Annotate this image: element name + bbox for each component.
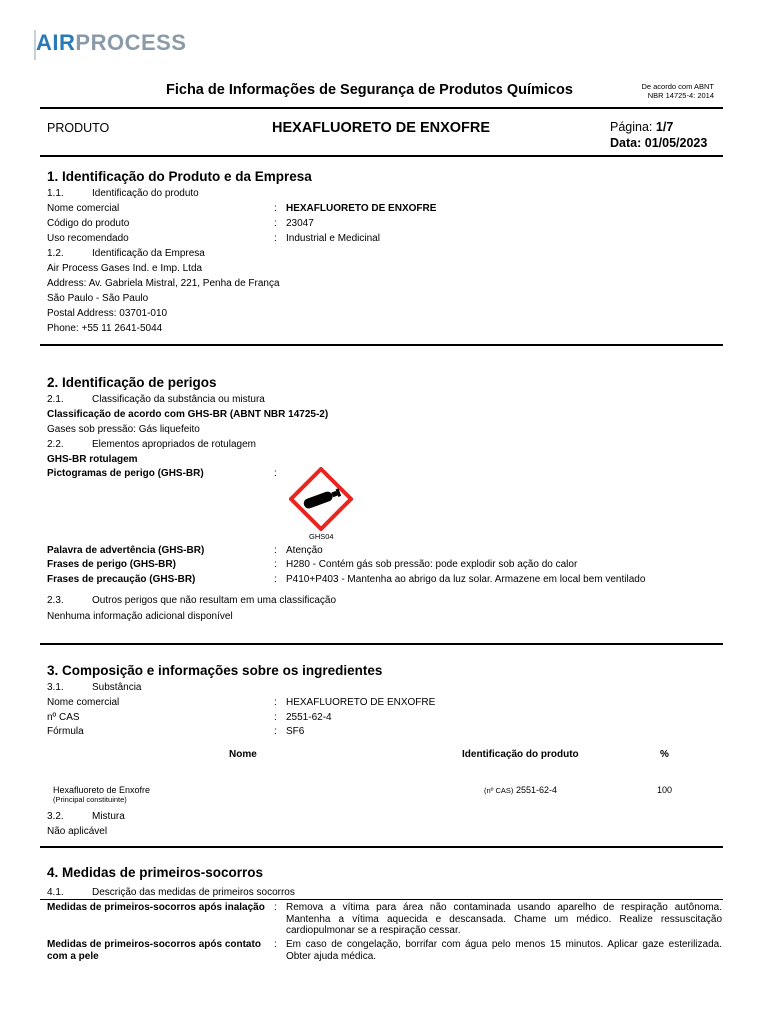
field-value: HEXAFLUORETO DE ENXOFRE xyxy=(286,697,436,708)
field-colon: : xyxy=(274,218,277,229)
precaution-statement-value: P410+P403 - Mantenha ao abrigo da luz solar. Armazene em local bem ventilado xyxy=(286,574,646,585)
document-title: Ficha de Informações de Segurança de Produtos Químicos xyxy=(166,82,573,98)
classification-title: Classificação de acordo com GHS-BR (ABNT NBR 14725-2) xyxy=(47,409,329,420)
subsection-title: Identificação do produto xyxy=(92,188,199,199)
pictogram-caption: GHS04 xyxy=(309,532,334,541)
table-header-percent: % xyxy=(660,749,669,760)
subsection-number: 3.1. xyxy=(47,682,64,693)
product-label: PRODUTO xyxy=(47,121,110,135)
header-rule xyxy=(40,107,723,109)
section-3-rule xyxy=(40,846,723,848)
skin-contact-label: Medidas de primeiros-socorros após contato com a pele xyxy=(47,939,261,962)
table-cell-name: Hexafluoreto de Enxofre xyxy=(53,785,151,795)
page-value: 1/7 xyxy=(655,120,674,134)
field-colon: : xyxy=(274,697,277,708)
subsection-number: 2.3. xyxy=(47,595,64,606)
product-rule xyxy=(40,155,723,157)
field-value: 2551-62-4 xyxy=(286,712,332,723)
section-1-rule xyxy=(40,344,723,346)
field-colon: : xyxy=(274,233,277,244)
norm-reference xyxy=(620,82,714,100)
field-colon: : xyxy=(274,726,277,737)
table-cell-id-prefix: (nº CAS) xyxy=(484,786,514,795)
field-colon: : xyxy=(274,902,277,913)
subsection-title: Outros perigos que não resultam em uma classificação xyxy=(92,595,337,606)
company-address: Address: Av. Gabriela Mistral, 221, Penha de França xyxy=(47,278,280,289)
logo-divider xyxy=(34,30,36,60)
table-cell-id xyxy=(484,785,557,795)
subsection-title: Substância xyxy=(92,682,142,693)
field-label: Código do produto xyxy=(47,218,130,229)
signal-word-label: Palavra de advertência (GHS-BR) xyxy=(47,545,205,556)
field-colon: : xyxy=(274,712,277,723)
field-colon: : xyxy=(274,939,277,950)
field-colon: : xyxy=(274,468,277,479)
date-label: Data: xyxy=(610,136,642,150)
pictogram-label: Pictogramas de perigo (GHS-BR) xyxy=(47,468,204,479)
company-city: São Paulo - São Paulo xyxy=(47,293,149,304)
company-postal: Postal Address: 03701-010 xyxy=(47,308,168,319)
subsection-title: Identificação da Empresa xyxy=(92,248,205,259)
table-cell-percent: 100 xyxy=(657,785,673,795)
inhalation-value: Remova a vítima para área não contaminada usando aparelho de respiração autônoma. Mantenha a vítima aquecida e descansada. Chame um médico. Realize ressuscitação cardiopulmonar se a respiração cessar. xyxy=(286,902,722,936)
logo-text-air: AIR xyxy=(36,30,76,55)
date-indicator xyxy=(610,136,707,150)
skin-contact-value: Em caso de congelação, borrifar com água pelo menos 15 minutos. Aplicar gaze esterilizada. Obter ajuda médica. xyxy=(286,939,722,962)
classification-text: Gases sob pressão: Gás liquefeito xyxy=(47,424,200,435)
company-logo xyxy=(36,30,186,56)
section-4-title: 4. Medidas de primeiros-socorros xyxy=(47,865,264,880)
subsection-number: 4.1. xyxy=(47,887,64,898)
subsection-title: Mistura xyxy=(92,811,125,822)
subsection-number: 2.1. xyxy=(47,394,64,405)
subsection-number: 3.2. xyxy=(47,811,64,822)
company-name: Air Process Gases Ind. e Imp. Ltda xyxy=(47,263,203,274)
subsection-rule xyxy=(40,899,723,900)
precaution-statement-label: Frases de precaução (GHS-BR) xyxy=(47,574,196,585)
table-cell-id-value: 2551-62-4 xyxy=(515,785,557,795)
field-value: HEXAFLUORETO DE ENXOFRE xyxy=(286,203,437,214)
product-name: HEXAFLUORETO DE ENXOFRE xyxy=(272,120,491,136)
field-label: Uso recomendado xyxy=(47,233,129,244)
section-1-title: 1. Identificação do Produto e da Empresa xyxy=(47,169,312,184)
field-value: 23047 xyxy=(286,218,314,229)
subsection-number: 1.2. xyxy=(47,248,64,259)
ghs-label: GHS-BR rotulagem xyxy=(47,454,138,465)
section-3-title: 3. Composição e informações sobre os ingredientes xyxy=(47,663,383,678)
signal-word-value: Atenção xyxy=(286,545,323,556)
page-label: Página: xyxy=(610,120,653,134)
field-label: nº CAS xyxy=(47,712,80,723)
field-value: SF6 xyxy=(286,726,305,737)
gas-cylinder-pictogram-icon xyxy=(289,467,353,536)
other-hazards-text: Nenhuma informação adicional disponível xyxy=(47,611,233,622)
mixture-text: Não aplicável xyxy=(47,826,108,837)
field-colon: : xyxy=(274,203,277,214)
field-colon: : xyxy=(274,545,277,556)
subsection-number: 2.2. xyxy=(47,439,64,450)
table-header-id: Identificação do produto xyxy=(462,749,579,760)
hazard-statement-value: H280 - Contém gás sob pressão: pode explodir sob ação do calor xyxy=(286,559,578,570)
date-value: 01/05/2023 xyxy=(644,136,708,150)
table-header-name: Nome xyxy=(229,749,257,760)
field-value: Industrial e Medicinal xyxy=(286,233,380,244)
field-colon: : xyxy=(274,574,277,585)
subsection-title: Elementos apropriados de rotulagem xyxy=(92,439,256,450)
subsection-number: 1.1. xyxy=(47,188,64,199)
table-cell-name-sub: (Principal constituinte) xyxy=(53,795,127,804)
field-label: Fórmula xyxy=(47,726,84,737)
section-2-title: 2. Identificação de perigos xyxy=(47,375,217,390)
norm-line-1: De acordo com ABNT xyxy=(641,82,714,91)
subsection-title: Descrição das medidas de primeiros socorros xyxy=(92,887,295,898)
norm-line-2: NBR 14725-4: 2014 xyxy=(647,91,714,100)
field-label: Nome comercial xyxy=(47,697,120,708)
section-2-rule xyxy=(40,643,723,645)
company-phone: Phone: +55 11 2641-5044 xyxy=(47,323,163,334)
subsection-title: Classificação da substância ou mistura xyxy=(92,394,265,405)
logo-text-process: PROCESS xyxy=(75,30,187,55)
field-label: Nome comercial xyxy=(47,203,120,214)
page-indicator xyxy=(610,120,673,134)
inhalation-label: Medidas de primeiros-socorros após inalação xyxy=(47,902,265,913)
hazard-statement-label: Frases de perigo (GHS-BR) xyxy=(47,559,176,570)
field-colon: : xyxy=(274,559,277,570)
